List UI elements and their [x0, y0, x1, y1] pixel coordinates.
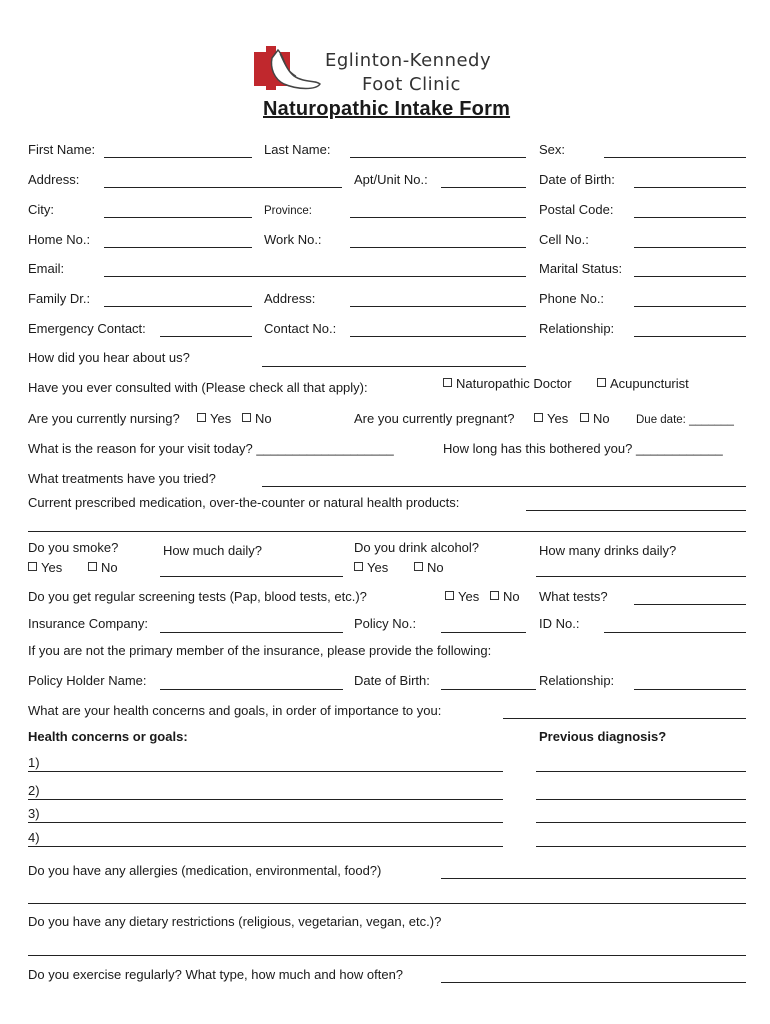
- address-field[interactable]: [104, 187, 342, 188]
- form-title: Naturopathic Intake Form: [263, 98, 511, 120]
- reason-label: What is the reason for your visit today? ___________________: [28, 441, 394, 456]
- phone-no-field[interactable]: [634, 306, 746, 307]
- allergies-field-2[interactable]: [28, 903, 746, 904]
- logo-line1: Eglinton-Kennedy: [325, 50, 492, 71]
- yes-label: Yes: [210, 411, 232, 426]
- how-long-label: How long has this bothered you? ____________: [443, 441, 723, 456]
- yes-label: Yes: [458, 589, 480, 604]
- no-label: No: [255, 411, 272, 426]
- family-dr-field[interactable]: [104, 306, 252, 307]
- logo-line2: Foot Clinic: [362, 74, 461, 95]
- what-tests-field[interactable]: [634, 604, 746, 605]
- clinic-logo: [254, 46, 324, 90]
- pregnant-yes-option[interactable]: [534, 411, 568, 427]
- relationship-field[interactable]: [634, 336, 746, 337]
- no-label: No: [503, 589, 520, 604]
- alcohol-label: Do you drink alcohol?: [354, 540, 480, 555]
- holder-dob-label: Date of Birth:: [354, 673, 430, 688]
- consulted-label: Have you ever consulted with (Please check all that apply):: [28, 380, 368, 395]
- checkbox-icon[interactable]: [443, 378, 452, 387]
- holder-relationship-field[interactable]: [634, 689, 746, 690]
- postal-label: Postal Code:: [539, 202, 614, 217]
- checkbox-icon[interactable]: [88, 562, 97, 571]
- dietary-field[interactable]: [28, 955, 746, 956]
- dob-label: Date of Birth:: [539, 172, 615, 187]
- screening-no-option[interactable]: [490, 589, 520, 605]
- work-no-field[interactable]: [350, 247, 526, 248]
- emergency-label: Emergency Contact:: [28, 321, 146, 336]
- last-name-field[interactable]: [350, 157, 526, 158]
- insurance-label: Insurance Company:: [28, 616, 148, 631]
- drinks-daily-label: How many drinks daily?: [539, 543, 677, 558]
- alcohol-yes-option[interactable]: [354, 560, 388, 576]
- naturopathic-label: Naturopathic Doctor: [456, 376, 572, 391]
- medication-field-2[interactable]: [28, 531, 746, 532]
- policy-no-field[interactable]: [441, 632, 526, 633]
- phone-no-label: Phone No.:: [539, 291, 605, 306]
- province-field[interactable]: [350, 217, 526, 218]
- allergies-field[interactable]: [441, 878, 746, 879]
- acupuncturist-label: Acupuncturist: [610, 376, 689, 391]
- no-label: No: [427, 560, 444, 575]
- pregnant-no-option[interactable]: [580, 411, 610, 427]
- checkbox-icon[interactable]: [445, 591, 454, 600]
- checkbox-icon[interactable]: [242, 413, 251, 422]
- no-label: No: [593, 411, 610, 426]
- concern-field-3[interactable]: [28, 822, 503, 823]
- concerns-goals-label: What are your health concerns and goals, in order of importance to you:: [28, 703, 442, 718]
- checkbox-icon[interactable]: [28, 562, 37, 571]
- foot-logo-icon: [254, 46, 324, 90]
- no-label: No: [101, 560, 118, 575]
- dr-address-label: Address:: [264, 291, 316, 306]
- yes-label: Yes: [547, 411, 569, 426]
- dr-address-field[interactable]: [350, 306, 526, 307]
- hear-about-field[interactable]: [262, 366, 526, 367]
- emergency-field[interactable]: [160, 336, 252, 337]
- how-much-daily-field[interactable]: [160, 576, 343, 577]
- home-no-label: Home No.:: [28, 232, 91, 247]
- cell-no-field[interactable]: [634, 247, 746, 248]
- concern-field-4[interactable]: [28, 846, 503, 847]
- policy-no-label: Policy No.:: [354, 616, 417, 631]
- contact-no-field[interactable]: [350, 336, 526, 337]
- diagnosis-field-4[interactable]: [536, 846, 746, 847]
- last-name-label: Last Name:: [264, 142, 331, 157]
- diagnosis-heading: Previous diagnosis?: [539, 729, 667, 744]
- relationship-label: Relationship:: [539, 321, 615, 336]
- policy-holder-label: Policy Holder Name:: [28, 673, 147, 688]
- concern-item-4: 4): [28, 830, 40, 845]
- city-field[interactable]: [104, 217, 252, 218]
- yes-label: Yes: [41, 560, 63, 575]
- apt-label: Apt/Unit No.:: [354, 172, 428, 187]
- nursing-label: Are you currently nursing?: [28, 411, 180, 426]
- screening-yes-option[interactable]: [445, 589, 479, 605]
- exercise-label: Do you exercise regularly? What type, how much and how often?: [28, 967, 404, 982]
- treatments-field[interactable]: [262, 486, 746, 487]
- cell-no-label: Cell No.:: [539, 232, 589, 247]
- email-field[interactable]: [104, 276, 526, 277]
- marital-label: Marital Status:: [539, 261, 623, 276]
- dietary-label: Do you have any dietary restrictions (religious, vegetarian, vegan, etc.)?: [28, 914, 442, 929]
- sex-label: Sex:: [539, 142, 566, 157]
- first-name-field[interactable]: [104, 157, 252, 158]
- insurance-field[interactable]: [160, 632, 343, 633]
- contact-no-label: Contact No.:: [264, 321, 337, 336]
- concern-item-1: 1): [28, 755, 40, 770]
- concern-field-1[interactable]: [28, 771, 503, 772]
- pregnant-label: Are you currently pregnant?: [354, 411, 515, 426]
- checkbox-icon[interactable]: [580, 413, 589, 422]
- nursing-yes-option[interactable]: [197, 411, 231, 427]
- acupuncturist-option[interactable]: [597, 376, 689, 392]
- concern-field-2[interactable]: [28, 799, 503, 800]
- checkbox-icon[interactable]: [414, 562, 423, 571]
- medication-field[interactable]: [526, 510, 746, 511]
- family-dr-label: Family Dr.:: [28, 291, 91, 306]
- id-no-label: ID No.:: [539, 616, 580, 631]
- diagnosis-field-2[interactable]: [536, 799, 746, 800]
- dob-field[interactable]: [634, 187, 746, 188]
- checkbox-icon[interactable]: [197, 413, 206, 422]
- how-much-daily-label: How much daily?: [163, 543, 262, 558]
- checkbox-icon[interactable]: [490, 591, 499, 600]
- address-label: Address:: [28, 172, 80, 187]
- naturopathic-option[interactable]: [443, 376, 572, 392]
- due-date-label: Due date: _______: [636, 414, 734, 426]
- first-name-label: First Name:: [28, 142, 96, 157]
- drinks-daily-field[interactable]: [536, 576, 746, 577]
- exercise-field[interactable]: [441, 982, 746, 983]
- apt-field[interactable]: [441, 187, 526, 188]
- city-label: City:: [28, 202, 54, 217]
- treatments-label: What treatments have you tried?: [28, 471, 216, 486]
- diagnosis-field-3[interactable]: [536, 822, 746, 823]
- what-tests-label: What tests?: [539, 589, 608, 604]
- holder-relationship-label: Relationship:: [539, 673, 615, 688]
- not-primary-label: If you are not the primary member of the insurance, please provide the following:: [28, 643, 492, 658]
- smoke-no-option[interactable]: [88, 560, 118, 576]
- concerns-heading: Health concerns or goals:: [28, 729, 188, 744]
- marital-field[interactable]: [634, 276, 746, 277]
- work-no-label: Work No.:: [264, 232, 322, 247]
- id-no-field[interactable]: [604, 632, 746, 633]
- checkbox-icon[interactable]: [597, 378, 606, 387]
- email-label: Email:: [28, 261, 65, 276]
- smoke-label: Do you smoke?: [28, 540, 119, 555]
- concern-item-2: 2): [28, 783, 40, 798]
- alcohol-no-option[interactable]: [414, 560, 444, 576]
- policy-holder-field[interactable]: [160, 689, 343, 690]
- checkbox-icon[interactable]: [354, 562, 363, 571]
- hear-about-label: How did you hear about us?: [28, 350, 190, 365]
- allergies-label: Do you have any allergies (medication, environmental, food?): [28, 863, 382, 878]
- concern-item-3: 3): [28, 806, 40, 821]
- medication-label: Current prescribed medication, over-the-counter or natural health products:: [28, 495, 460, 510]
- nursing-no-option[interactable]: [242, 411, 272, 427]
- holder-dob-field[interactable]: [441, 689, 536, 690]
- sex-field[interactable]: [604, 157, 746, 158]
- postal-field[interactable]: [634, 217, 746, 218]
- home-no-field[interactable]: [104, 247, 252, 248]
- concerns-goals-field[interactable]: [503, 718, 746, 719]
- diagnosis-field-1[interactable]: [536, 771, 746, 772]
- checkbox-icon[interactable]: [534, 413, 543, 422]
- province-label: Province:: [264, 205, 312, 217]
- yes-label: Yes: [367, 560, 389, 575]
- screening-label: Do you get regular screening tests (Pap, blood tests, etc.)?: [28, 589, 367, 604]
- smoke-yes-option[interactable]: [28, 560, 62, 576]
